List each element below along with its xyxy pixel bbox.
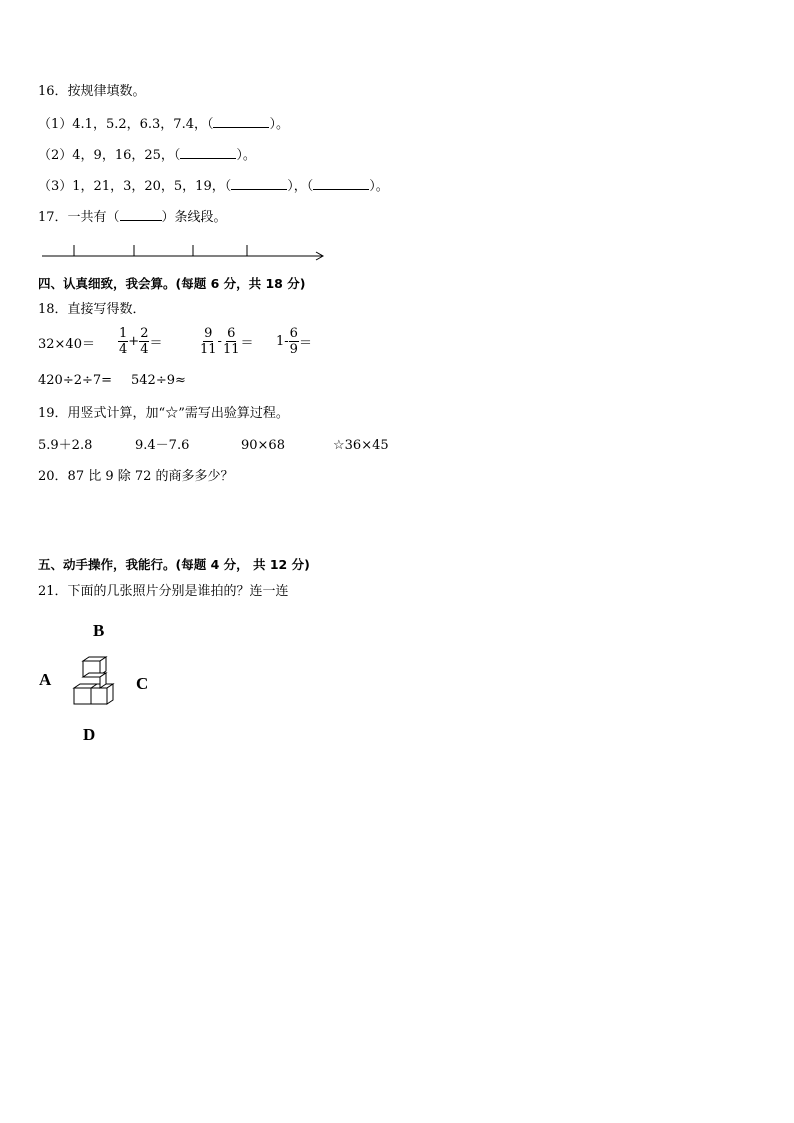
q18-expr-4	[276, 326, 312, 357]
one-minus: 1-	[276, 334, 289, 349]
q16-line1	[38, 116, 289, 133]
answer-blank[interactable]	[120, 209, 162, 221]
label-b: B	[93, 621, 105, 640]
q16-title: 16．按规律填数。	[38, 84, 146, 99]
q19-title: 19．用竖式计算，加“☆”需写出验算过程。	[38, 406, 289, 421]
q19-expr-1: 5.9＋2.8	[38, 438, 93, 453]
equals-sign: ＝	[240, 336, 254, 351]
denominator: 4	[119, 342, 128, 357]
denominator: 11	[200, 342, 217, 357]
q16-line3	[38, 178, 389, 195]
q18-expr-5: 420÷2÷7=	[38, 373, 113, 388]
numerator: 2	[140, 326, 149, 341]
equals-sign: ＝	[298, 336, 312, 351]
plus-sign: +	[128, 334, 140, 349]
numerator: 9	[204, 326, 213, 341]
numerator: 1	[119, 326, 128, 341]
fraction	[139, 326, 149, 357]
q16-line3-text: （3）1，21，3，20，5，19，（	[38, 179, 232, 194]
fraction	[289, 326, 299, 357]
answer-blank[interactable]	[180, 147, 236, 159]
label-a: A	[39, 670, 52, 689]
label-d: D	[83, 725, 96, 744]
q16-close: ）。	[269, 117, 289, 132]
q18-expr-2	[118, 326, 162, 357]
cube-stack-figure	[70, 656, 122, 712]
q17-title	[38, 209, 227, 226]
q16-close: ）。	[369, 179, 389, 194]
q21-title: 21．下面的几张照片分别是谁拍的？连一连	[38, 584, 289, 599]
answer-blank[interactable]	[213, 116, 269, 128]
answer-blank[interactable]	[231, 178, 287, 190]
q16-close: ）。	[236, 148, 256, 163]
q19-expr-3: 90×68	[241, 438, 285, 453]
label-c: C	[136, 674, 149, 693]
q18-expr-3	[199, 326, 254, 357]
denominator: 11	[222, 342, 240, 357]
q18-title: 18．直接写得数．	[38, 302, 146, 317]
q17-prefix: 17．一共有（	[38, 210, 120, 225]
q16-line2-text: （2）4，9，16，25，（	[38, 148, 181, 163]
denominator: 4	[140, 342, 149, 357]
numerator: 6	[227, 326, 236, 341]
equals-sign: ＝	[149, 336, 163, 351]
line-segments-figure	[38, 240, 330, 262]
answer-blank[interactable]	[313, 178, 369, 190]
denominator: 9	[289, 342, 298, 357]
q20-title: 20．87 比 9 除 72 的商多多少？	[38, 469, 234, 484]
q18-expr-6: 542÷9≈	[131, 373, 186, 388]
q18-expr-1: 32×40＝	[38, 337, 95, 352]
fraction	[222, 326, 241, 357]
q16-mid: ），（	[287, 179, 314, 194]
fraction	[199, 326, 218, 357]
q19-expr-2: 9.4－7.6	[135, 438, 190, 453]
minus-sign: -	[217, 334, 222, 349]
section-5-heading: 五、动手操作，我能行。(每题 4 分， 共 12 分)	[38, 557, 310, 572]
q17-suffix: ）条线段。	[161, 210, 227, 225]
q16-line2	[38, 147, 256, 164]
q19-expr-4: ☆36×45	[333, 438, 389, 453]
section-4-heading: 四、认真细致，我会算。(每题 6 分，共 18 分)	[38, 276, 306, 291]
fraction	[118, 326, 128, 357]
numerator: 6	[289, 326, 298, 341]
q16-line1-text: （1）4.1，5.2，6.3，7.4，（	[38, 117, 214, 132]
